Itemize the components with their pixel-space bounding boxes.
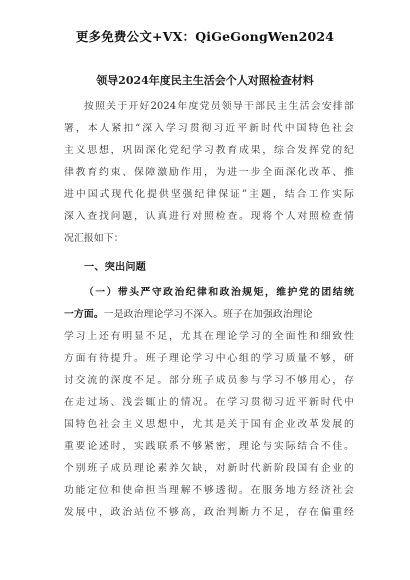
body-line: 功能定位和使命担当理解不够透彻。在服务地方经济社会: [64, 485, 354, 496]
body-line: 方面有待提升。班子理论学习中心组的学习质量不够，研: [64, 353, 354, 364]
intro-line: 按照关于开好2024年度党员领导干部民主生活会安排部: [84, 101, 354, 112]
body-line: 学习上还有明显不足，尤其在理论学习的全面性和细致性: [64, 331, 354, 342]
intro-line: 主义思想，巩固深化党纪学习教育成果，综合发挥党的纪: [64, 145, 354, 156]
intro-line: 况汇报如下：: [64, 233, 124, 244]
body-line: 发展中，政治站位不够高，政治判断力不足，存在偏重经: [64, 507, 354, 518]
body-line: 个别班子成员理论素养欠缺，对新时代新阶段国有企业的: [64, 463, 354, 474]
subsection-line: [64, 306, 354, 320]
subsection-text: 一是政治理论学习不深入。班子在加强政治理论: [103, 309, 313, 320]
section-heading: 一、突出问题: [84, 261, 147, 273]
body-line: 国特色社会主义思想中，尤其是关于国有企业改革发展的: [64, 419, 354, 430]
subsection-heading-end: 一方面。: [64, 309, 104, 320]
subsection-heading: （一）带头严守政治纪律和政治规矩，维护党的团结统: [84, 287, 354, 298]
intro-line: 深入查找问题，认真进行对照检查。现将个人对照检查情: [64, 211, 354, 222]
watermark-text: 更多免费公文+VX：QiGeGongWen2024: [75, 29, 335, 44]
intro-line: 署，本人紧扣“深入学习贯彻习近平新时代中国特色社会: [64, 123, 354, 134]
body-line: 讨交流的深度不足。部分班子成员参与学习不够用心，存: [64, 375, 354, 386]
document-title: 领导2024年度民主生活会个人对照检查材料: [96, 74, 314, 87]
body-line: 重要论述时，实践联系不够紧密，理论与实际结合不佳。: [64, 441, 354, 452]
intro-line: 进中国式现代化提供坚强纪律保证”主题，结合工作实际: [64, 189, 354, 200]
body-line: 在走过场、浅尝辄止的情况。在学习贯彻习近平新时代中: [64, 397, 354, 408]
intro-line: 律教育约束、保障激励作用，为进一步全面深化改革、推: [64, 167, 354, 178]
